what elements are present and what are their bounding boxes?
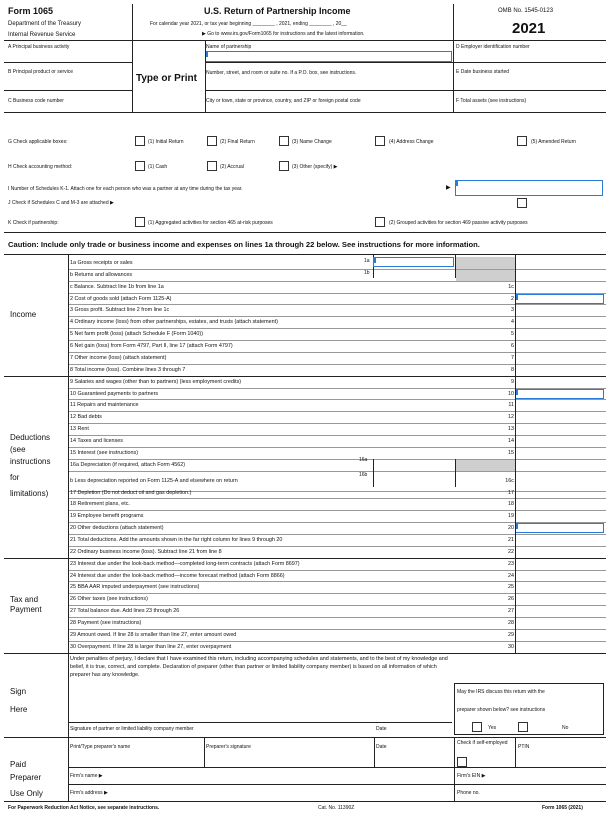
line-label: 1a Gross receipts or sales: [70, 260, 133, 266]
line-number: 7: [511, 354, 514, 361]
deductions-see-label: (see: [10, 445, 26, 454]
deductions-for-label: for: [10, 473, 20, 482]
row-divider: [68, 605, 606, 606]
line-1a-code: 1a: [364, 258, 370, 264]
signature-label: Signature of partner or limited liability company member: [70, 726, 194, 732]
phone-label: Phone no.: [457, 790, 480, 796]
schedules-c-m3-checkbox[interactable]: [517, 198, 527, 208]
deductions-limitations-label: limitations): [10, 489, 49, 498]
partnership-name-input[interactable]: [205, 51, 452, 62]
line-label: 24 Interest due under the look-back method—income forecast method (attach Form 8866): [70, 572, 285, 579]
h-label: H Check accounting method:: [8, 164, 73, 170]
use-only-label: Use Only: [10, 789, 43, 798]
date-started-label: E Date business started: [456, 69, 510, 75]
aggregated-activities-checkbox[interactable]: [135, 217, 145, 227]
business-code-label: C Business code number: [8, 98, 64, 104]
partnership-name-label: Name of partnership: [206, 44, 252, 50]
line-number: 14: [508, 438, 514, 445]
line-1a-input[interactable]: [373, 257, 454, 267]
line-16b-code: 16b: [359, 472, 368, 478]
line-number: 18: [508, 501, 514, 508]
city-label: City or town, state or province, country, and ZIP or foreign postal code: [206, 98, 361, 104]
ptin-label: PTIN: [518, 744, 530, 750]
tax-section-label: Tax and: [10, 595, 39, 604]
discuss-no-label: No: [562, 725, 569, 731]
caution-text: Caution: Include only trade or business income and expenses on lines 1a through 22 below. See instructions for more information.: [8, 240, 480, 249]
accrual-method-checkbox[interactable]: [207, 161, 217, 171]
line-number: 25: [508, 584, 514, 591]
line-number: 27: [508, 608, 514, 615]
cat-number: Cat. No. 11390Z: [318, 805, 355, 811]
section-divider: [4, 653, 606, 654]
preparer-label: Preparer: [10, 773, 42, 782]
discuss-line-1: May the IRS discuss this return with the: [457, 689, 545, 695]
line-number: 8: [511, 366, 514, 373]
here-label: Here: [10, 705, 28, 714]
row-divider: [68, 459, 606, 460]
paid-label: Paid: [10, 760, 27, 769]
line-label: 5 Net farm profit (loss) (attach Schedule F (Form 1040)): [70, 331, 204, 338]
k1-count-input[interactable]: [455, 180, 603, 196]
row-divider: [68, 328, 606, 329]
line-16a-code: 16a: [359, 457, 368, 463]
row-divider: [68, 641, 606, 642]
sub-rule: [373, 459, 374, 487]
line-1b-code: 1b: [364, 270, 370, 276]
row-divider: [68, 593, 606, 594]
i-label: I Number of Schedules K-1. Attach one for each person who was a partner at any time during the tax year.: [8, 186, 243, 192]
line-number: 2: [511, 295, 514, 302]
line-number: 16c: [505, 477, 514, 484]
row-divider: [68, 399, 606, 400]
name-change-checkbox[interactable]: [279, 136, 289, 146]
line-number: 13: [508, 426, 514, 433]
preparer-signature-label: Preparer's signature: [206, 744, 251, 750]
row-divider: [68, 340, 606, 341]
line-label: 19 Employee benefit programs: [70, 513, 144, 520]
preparer-date-label: Date: [376, 744, 387, 750]
final-return-label: (2) Final Return: [220, 139, 255, 145]
row-divider: [68, 581, 606, 582]
discuss-no-checkbox[interactable]: [518, 722, 528, 732]
form-number: Form 1065: [8, 6, 54, 16]
line-label: 10 Guaranteed payments to partners: [70, 390, 159, 397]
cash-method-checkbox[interactable]: [135, 161, 145, 171]
row-divider: [68, 411, 606, 412]
row-divider: [68, 447, 606, 448]
line-label: 12 Bad debts: [70, 414, 102, 421]
row-divider: [68, 281, 606, 282]
line-label: 11 Repairs and maintenance: [70, 402, 139, 409]
accrual-method-label: (2) Accrual: [220, 164, 244, 170]
line-number: 19: [508, 513, 514, 520]
shaded-16a: [456, 459, 516, 471]
section-divider: [4, 558, 606, 559]
row-divider: [68, 304, 606, 305]
sign-date-label: Date: [376, 726, 387, 732]
line-label: 6 Net gain (loss) from Form 4797, Part II, line 17 (attach Form 4797): [70, 343, 233, 350]
line-20-input[interactable]: [515, 523, 604, 533]
sign-label: Sign: [10, 687, 27, 696]
line-label: 8 Total income (loss). Combine lines 3 through 7: [70, 366, 186, 373]
line-number: 24: [508, 572, 514, 579]
firm-ein-label: Firm's EIN ▶: [457, 773, 486, 779]
dept-label: Department of the Treasury: [8, 21, 82, 27]
line-label: 18 Retirement plans, etc.: [70, 501, 130, 508]
line-number: 3: [511, 307, 514, 314]
line-label: 20 Other deductions (attach statement): [70, 525, 164, 532]
line-number: 21: [508, 537, 514, 543]
line-label: 25 BBA AAR imputed underpayment (see instructions): [70, 584, 200, 591]
address-change-label: (4) Address Change: [389, 139, 434, 145]
self-employed-checkbox[interactable]: [457, 757, 467, 767]
line-label: 28 Payment (see instructions): [70, 620, 142, 627]
row-divider: [68, 364, 606, 365]
name-change-label: (3) Name Change: [292, 139, 332, 145]
line-label: b Returns and allowances: [70, 271, 133, 278]
line-label: 15 Interest (see instructions): [70, 449, 139, 456]
goto-line: ▶ Go to www.irs.gov/Form1065 for instructions and the latest information.: [202, 31, 365, 37]
street-label: Number, street, and room or suite no. If a P.O. box, see instructions.: [206, 70, 357, 76]
i-arrow: ▶: [446, 185, 451, 191]
line-label: 16a Depreciation (if required, attach Form 4562): [70, 461, 186, 468]
discuss-yes-label: Yes: [488, 725, 497, 731]
line-label: 29 Amount owed. If line 28 is smaller than line 27, enter amount owed: [70, 631, 237, 638]
line-2-input[interactable]: [515, 294, 604, 304]
line-10-input[interactable]: [515, 389, 604, 399]
amended-return-checkbox[interactable]: [517, 136, 527, 146]
preparer-name-label: Print/Type preparer's name: [70, 744, 131, 750]
grouped-activities-label: (2) Grouped activities for section 469 passive activity purposes: [389, 220, 528, 226]
line-number: 17: [508, 489, 514, 496]
calendar-line: For calendar year 2021, or tax year beginning ________ , 2021, ending ________ , 20__: [150, 21, 347, 27]
g-label: G Check applicable boxes:: [8, 139, 68, 145]
line-label: 4 Ordinary income (loss) from other partnerships, estates, and trusts (attach statement): [70, 319, 278, 326]
line-number: 12: [508, 414, 514, 421]
row-divider: [68, 510, 606, 511]
line-label: 30 Overpayment. If line 28 is larger than line 27, enter overpayment: [70, 643, 232, 650]
line-number: 6: [511, 343, 514, 350]
line-label: b Less depreciation reported on Form 1125-A and elsewhere on return: [70, 477, 238, 484]
line-label: 26 Other taxes (see instructions): [70, 596, 148, 603]
line-label: 2 Cost of goods sold (attach Form 1125-A): [70, 295, 172, 302]
line-label: 27 Total balance due. Add lines 23 through 26: [70, 608, 180, 615]
aggregated-activities-label: (1) Aggregated activities for section 465 at-risk purposes: [148, 220, 273, 226]
line-label: 7 Other income (loss) (attach statement): [70, 354, 167, 361]
row-divider: [68, 534, 606, 535]
line-label: 3 Gross profit. Subtract line 2 from line 1c: [70, 307, 170, 314]
signature-line[interactable]: [68, 722, 374, 723]
line-number: 28: [508, 620, 514, 627]
discuss-yes-checkbox[interactable]: [472, 722, 482, 732]
deductions-section-label: Deductions: [10, 433, 51, 442]
line-number: 15: [508, 449, 514, 456]
ein-label: D Employer identification number: [456, 44, 530, 50]
line-number: 10: [508, 390, 514, 397]
line-number: 9: [511, 378, 514, 385]
sub-rule: [455, 254, 456, 278]
irs-label: Internal Revenue Service: [8, 32, 76, 38]
line-label: 17 Depletion (Do not deduct oil and gas depletion.): [70, 489, 192, 496]
line-label: 13 Rent: [70, 426, 89, 433]
line-number: 1c: [508, 283, 514, 290]
total-assets-label: F Total assets (see instructions): [456, 98, 527, 104]
j-label: J Check if Schedules C and M-3 are attached ▶: [8, 200, 114, 206]
line-label: 22 Ordinary business income (loss). Subtract line 21 from line 8: [70, 548, 222, 555]
amount-rule: [515, 254, 516, 653]
row-divider: [68, 269, 606, 270]
left-rule: [68, 254, 69, 653]
line-number: 26: [508, 596, 514, 603]
row-divider: [68, 570, 606, 571]
line-label: 23 Interest due under the look-back method—completed long-term contracts (attach Form 8697): [70, 560, 300, 567]
row-divider: [68, 471, 606, 472]
sub-rule: [455, 459, 456, 487]
address-change-checkbox[interactable]: [375, 136, 385, 146]
grouped-activities-checkbox[interactable]: [375, 217, 385, 227]
other-method-checkbox[interactable]: [279, 161, 289, 171]
income-section-label: Income: [10, 310, 37, 319]
final-return-checkbox[interactable]: [207, 136, 217, 146]
amended-return-label: (5) Amended Return: [531, 139, 577, 145]
row-divider: [68, 435, 606, 436]
line-number: 29: [508, 631, 514, 638]
row-divider: [68, 617, 606, 618]
discuss-line-2: preparer shown below? see instructions: [457, 707, 546, 713]
line-label: 14 Taxes and licenses: [70, 438, 123, 445]
firm-address-label: Firm's address ▶: [70, 790, 108, 796]
type-or-print: Type or Print: [136, 73, 197, 84]
line-number: 22: [508, 548, 514, 555]
line-number: 4: [511, 319, 514, 326]
deductions-instructions-label: instructions: [10, 457, 51, 466]
form-title: U.S. Return of Partnership Income: [204, 6, 351, 16]
tax-year: 2021: [512, 20, 546, 37]
line-number: 20: [508, 525, 514, 532]
line-label: c Balance. Subtract line 1b from line 1a: [70, 283, 164, 290]
line-number: 30: [508, 643, 514, 650]
row-divider: [68, 546, 606, 547]
payment-section-label: Payment: [10, 605, 42, 614]
principal-activity-label: A Principal business activity: [8, 44, 70, 50]
paperwork-notice: For Paperwork Reduction Act Notice, see separate instructions.: [8, 805, 160, 811]
section-divider: [4, 376, 606, 377]
self-employed-label: Check if self-employed: [457, 740, 508, 746]
line-label: 21 Total deductions. Add the amounts shown in the far right column for lines 9 through 20: [70, 537, 283, 543]
k-label: K Check if partnership:: [8, 220, 59, 226]
firm-name-label: Firm's name ▶: [70, 773, 103, 779]
row-divider: [68, 498, 606, 499]
row-divider: [68, 629, 606, 630]
principal-product-label: B Principal product or service: [8, 69, 74, 75]
row-divider: [68, 352, 606, 353]
footer-form-number: Form 1065 (2021): [542, 805, 583, 811]
omb-number: OMB No. 1545-0123: [498, 8, 554, 14]
line-number: 11: [508, 402, 514, 409]
initial-return-label: (1) Initial Return: [148, 139, 184, 145]
row-divider: [68, 423, 606, 424]
cash-method-label: (1) Cash: [148, 164, 168, 170]
initial-return-checkbox[interactable]: [135, 136, 145, 146]
penalty-statement: Under penalties of perjury, I declare that I have examined this return, including accompanying schedules and statements, and to the best of my knowledge and belief, it is true, correct, and complete. Declaration of preparer (other than partner or limited liability company member) is based on all information of which preparer has any knowledge.: [70, 656, 448, 678]
line-label: 9 Salaries and wages (other than to partners) (less employment credits): [70, 378, 242, 385]
line-number: 23: [508, 560, 514, 567]
line-number: 5: [511, 331, 514, 338]
row-divider: [68, 316, 606, 317]
other-method-label: (3) Other (specify) ▶: [292, 164, 338, 170]
